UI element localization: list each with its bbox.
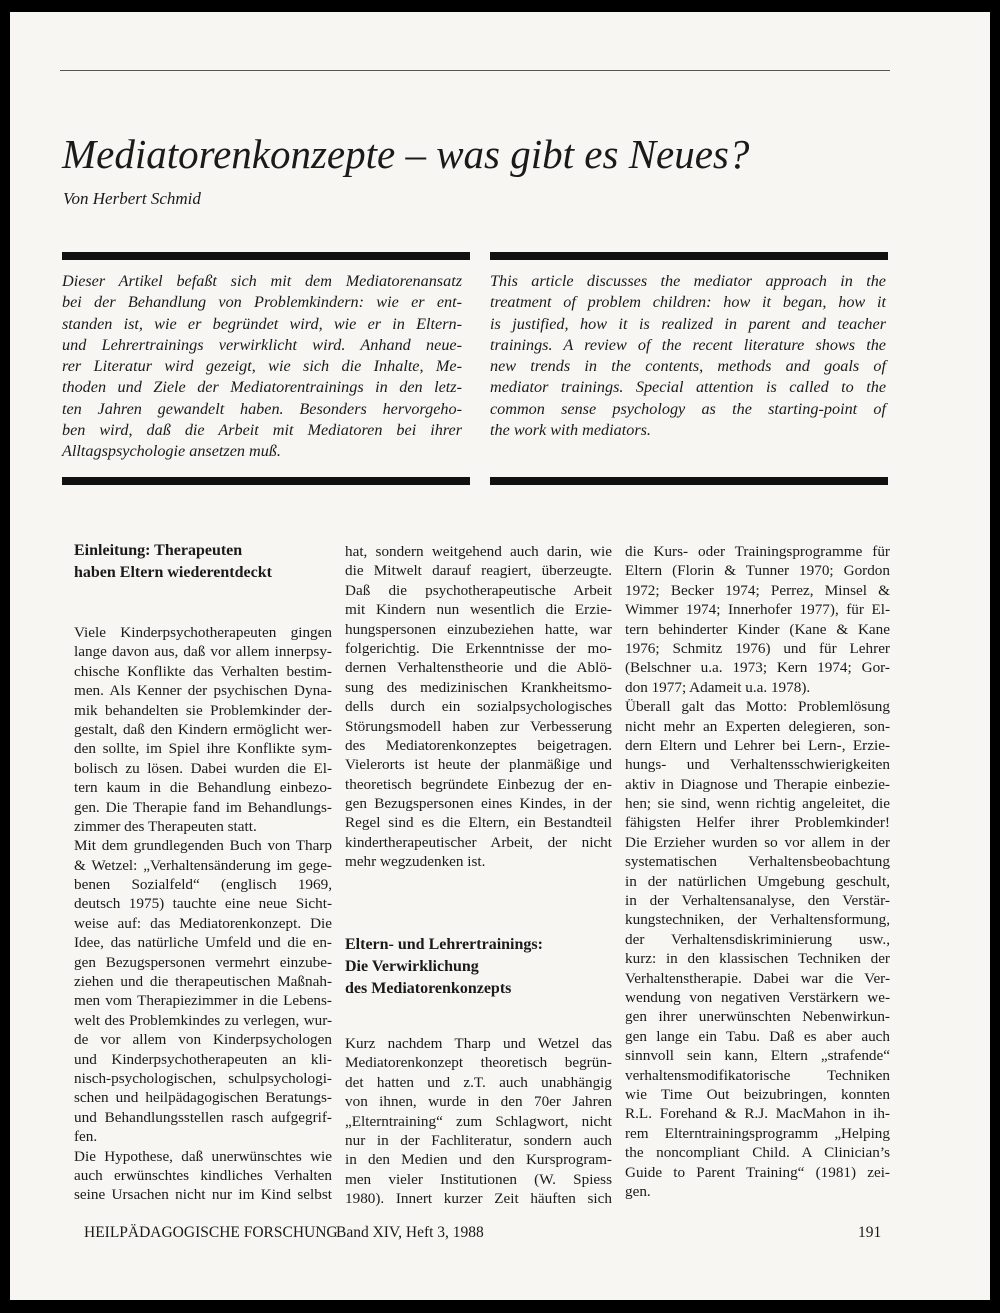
text-line: auch erwünschtes kindliches Verhalten	[74, 1166, 332, 1184]
text-line: common sense psychology as the starting-point of	[490, 399, 886, 418]
text-line: new trends in the contents, methods and goals of	[490, 357, 886, 376]
text-line: gen. Die Therapie fand im Behandlungs-	[74, 798, 332, 816]
text-line: men. Als Kenner der psychischen Dyna-	[74, 682, 332, 700]
text-line: dells durch ein sozialpsychologisches	[345, 698, 612, 716]
text-line: tern behinderter Kinder (Kane & Kane	[625, 620, 890, 638]
abstract-rule-bottom-right	[490, 477, 888, 485]
text-line: fähigsten Helfer ihrer Problemkinder!	[625, 814, 890, 832]
text-line: hungspersonen einzubeziehen hatte, war	[345, 620, 612, 638]
abstract-rule-bottom-left	[62, 477, 470, 485]
text-line: systematischen Verhaltensbeobachtung	[625, 853, 890, 871]
text-line: Mediatorenkonzept theoretisch begrün-	[345, 1054, 612, 1072]
text-line: hungs- und Verhaltensschwierigkeiten	[625, 756, 890, 774]
text-line: thoden und Ziele der Mediatorentrainings in den letz-	[62, 378, 462, 397]
text-line: nur in der Fachliteratur, sondern auch	[345, 1131, 612, 1149]
text-line: den sollte, im Spiel ihre Konflikte sym-	[74, 740, 332, 758]
section-heading-introduction	[74, 540, 332, 584]
text-line: 1976; Schmitz 1976) und für Lehrer	[625, 639, 890, 657]
text-line: die Kurs- oder Trainingsprogramme für	[625, 543, 890, 560]
text-line: seine Ursachen nicht nur im Kind selbst	[74, 1186, 332, 1204]
text-line: deutsch 1975) tauchte eine neue Sicht-	[74, 895, 332, 913]
section-heading-trainings	[345, 934, 612, 1000]
text-line: mediator trainings. Special attention is called to the	[490, 378, 886, 397]
text-line: chische Konflikte das Verhalten bestim-	[74, 662, 332, 680]
text-line: fen.	[74, 1128, 98, 1146]
text-line: This article discusses the mediator approach in the	[490, 272, 886, 290]
text-line: trainings. A review of the recent literature shows the	[490, 335, 886, 354]
paragraph	[625, 697, 890, 1201]
text-line: Störungsmodell haben zur Verbesserung	[345, 717, 612, 735]
text-line: men vieler Institutionen (W. Spiess	[345, 1170, 612, 1188]
text-line: ten Jahren gewandelt haben. Besonders hervorgeho-	[62, 399, 462, 418]
text-line: von ihnen, wurde in den 70er Jahren	[345, 1093, 612, 1111]
text-line: 1972; Becker 1974; Perrez, Minsel &	[625, 581, 890, 599]
text-line: tern kaum in die Behandlung einbezo-	[74, 779, 332, 797]
text-line: in der natürlichen Umgebung geschult,	[625, 872, 890, 890]
paragraph	[74, 1147, 332, 1205]
text-line: Die Verwirklichung	[345, 958, 479, 975]
text-line: dernen Verhaltenstheorie und die Ablö-	[345, 659, 612, 677]
text-line: die Mitwelt darauf reagiert, überzeugte.	[345, 562, 612, 580]
text-line: des Mediatorenkonzepts	[345, 980, 512, 997]
text-line: gen lange ein Tabu. Daß es aber auch	[625, 1027, 890, 1045]
text-line: ben wird, daß die Arbeit mit Mediatoren bei ihrer	[62, 421, 462, 440]
text-line: sung des medizinischen Krankheitsmo-	[345, 678, 612, 696]
text-line: rem Elterntrainingsprogramm „Helping	[625, 1124, 890, 1142]
text-line: Regel sind es die Eltern, ein Bestandteil	[345, 814, 612, 832]
text-line: Idee, das natürliche Umfeld und die en-	[74, 934, 332, 952]
footer-journal: HEILPÄDAGOGISCHE FORSCHUNG	[84, 1224, 338, 1241]
text-line: Einleitung: Therapeuten	[74, 542, 243, 559]
text-line: the work with mediators.	[490, 421, 651, 440]
footer-issue: Band XIV, Heft 3, 1988	[336, 1224, 484, 1241]
text-line: mehr wegzudenken ist.	[345, 853, 486, 871]
text-line: Die Hypothese, daß unerwünschtes wie	[74, 1147, 332, 1165]
text-line: 1980). Innert kurzer Zeit häuften sich	[345, 1190, 612, 1208]
abstract-english	[490, 271, 886, 441]
text-line: in der Verhaltensanalyse, den Verstär-	[625, 892, 890, 910]
abstract-german	[62, 271, 462, 463]
text-line: is justified, how it is realized in parent and teacher	[490, 314, 886, 333]
text-line: de vor allem von Kinderpsychologen	[74, 1031, 332, 1049]
column-2-body-bottom	[345, 1034, 612, 1209]
text-line: gestalt, daß den Kindern ermöglicht wer-	[74, 720, 332, 738]
paragraph	[74, 623, 332, 836]
text-line: „Elterntraining“ zum Schlagwort, nicht	[345, 1112, 612, 1130]
text-line: Überall galt das Motto: Problemlösung	[625, 698, 890, 716]
text-line: Kurz nachdem Tharp und Wetzel das	[345, 1035, 612, 1052]
text-line: Eltern (Florin & Tunner 1970; Gordon	[625, 562, 890, 580]
paragraph	[345, 542, 612, 872]
text-line: & Wetzel: „Verhaltensänderung im gege-	[74, 856, 332, 874]
footer-page-number: 191	[858, 1224, 882, 1241]
text-line: Wimmer 1974; Innerhofer 1977), für El-	[625, 601, 890, 619]
text-line: haben Eltern wiederentdeckt	[74, 564, 272, 581]
text-line: Eltern- und Lehrertrainings:	[345, 936, 543, 953]
text-line: bolisch zu lösen. Dabei wurden die El-	[74, 759, 332, 777]
text-line: der Verhaltensdiskriminierung usw.,	[625, 930, 890, 948]
text-line: ziehen und die therapeutischen Maßnah-	[74, 973, 332, 991]
text-line: wie Time Out beizubringen, konnten	[625, 1085, 890, 1103]
text-line: schen und heilpädagogischen Beratungs-	[74, 1089, 332, 1107]
text-line: Mit dem grundlegenden Buch von Tharp	[74, 837, 332, 855]
text-line: Alltagspsychologie ansetzen muß.	[62, 442, 281, 461]
text-line: weise auf: das Mediatorenkonzept. Die	[74, 914, 332, 932]
text-line: lange davon aus, daß vor allem innerpsy-	[74, 643, 332, 661]
text-line: mik behandelten sie Problemkinder der-	[74, 701, 332, 719]
text-line: Dieser Artikel befaßt sich mit dem Mediatorenansatz	[62, 272, 462, 290]
text-line: des Mediatorenkonzeptes beigetragen.	[345, 736, 612, 754]
text-line: treatment of problem children: how it began, how it	[490, 293, 886, 312]
text-line: theoretisch begründete Einbezug der en-	[345, 775, 612, 793]
text-line: the noncompliant Child. A Clinician’s	[625, 1144, 890, 1162]
text-line: (Belschner u.a. 1973; Kern 1974; Gor-	[625, 659, 890, 677]
text-line: Guide to Parent Training“ (1981) zei-	[625, 1163, 890, 1181]
text-line: kungstechniken, der Verhaltensformung,	[625, 911, 890, 929]
text-line: gen Bezugspersonen eines Kindes, in der	[345, 795, 612, 813]
text-line: kindertherapeutischer Arbeit, der nicht	[345, 833, 612, 851]
text-line: wendung von negativen Verstärkern we-	[625, 988, 890, 1006]
text-line: kurz: in den klassischen Techniken der	[625, 950, 890, 968]
text-line: und Behandlungsstellen rasch aufgegrif-	[74, 1108, 332, 1126]
text-line: hat, sondern weitgehend auch darin, wie	[345, 543, 612, 560]
paragraph	[345, 1034, 612, 1209]
text-line: und Lehrertrainings verwirklicht wird. Anhand neue-	[62, 335, 462, 354]
text-line: Verhaltenstherapie. Dabei war die Ver-	[625, 969, 890, 987]
column-3-body	[625, 542, 890, 1201]
text-line: verhaltensmodifikatorische Techniken	[625, 1066, 890, 1084]
column-1-body	[74, 623, 332, 1205]
text-line: gen.	[625, 1182, 651, 1200]
abstract-rule-top-right	[490, 252, 888, 260]
text-line: zimmer des Therapeuten statt.	[74, 817, 257, 835]
author-byline: Von Herbert Schmid	[63, 189, 201, 208]
column-2-body-top	[345, 542, 612, 872]
top-rule	[60, 70, 890, 71]
text-line: Vielerorts ist heute der planmäßige und	[345, 756, 612, 774]
text-line: gen ihrer unerwünschten Nebenwirkun-	[625, 1008, 890, 1026]
page	[10, 12, 990, 1300]
text-line: aktiv in Diagnose und Therapie einbezie-	[625, 775, 890, 793]
text-line: gen Bezugspersonen vermehrt einzube-	[74, 953, 332, 971]
text-line: rer Literatur wird gezeigt, wie sich die Inhalte, Me-	[62, 357, 462, 376]
text-line: in den Medien und den Kursprogram-	[345, 1151, 612, 1169]
text-line: welt des Problemkindes zu verlegen, wur-	[74, 1011, 332, 1029]
paragraph	[625, 542, 890, 697]
text-line: nicht mehr an Experten delegieren, son-	[625, 717, 890, 735]
text-line: benen Sozialfeld“ (englisch 1969,	[74, 876, 332, 894]
article-title: Mediatorenkonzepte – was gibt es Neues?	[62, 131, 750, 177]
text-line: nisch-psychologischen, schulpsychologi-	[74, 1069, 332, 1087]
text-line: bei der Behandlung von Problemkindern: wie er ent-	[62, 293, 462, 312]
text-line: und Kinderpsychotherapeuten an kli-	[74, 1050, 332, 1068]
text-line: standen ist, wie er begründet wird, wie er in Eltern-	[62, 314, 462, 333]
text-line: don 1977; Adameit u.a. 1978).	[625, 678, 811, 696]
text-line: mit Kindern nun wesentlich die Erzie-	[345, 601, 612, 619]
text-line: men vom Therapiezimmer in die Lebens-	[74, 992, 332, 1010]
text-line: Daß die psychotherapeutische Arbeit	[345, 581, 612, 599]
abstract-rule-top-left	[62, 252, 470, 260]
text-line: folgerichtig. Die Erkenntnisse der mo-	[345, 639, 612, 657]
paragraph	[74, 836, 332, 1146]
text-line: Die Erzieher wurden so vor allem in der	[625, 833, 890, 851]
text-line: R.L. Forehand & R.J. MacMahon in ih-	[625, 1105, 890, 1123]
text-line: dern Eltern und Lehrer bei Lern-, Erzie-	[625, 736, 890, 754]
text-line: sinnvoll sein kann, Eltern „strafende“	[625, 1047, 890, 1065]
text-line: det hatten und z.T. auch unabhängig	[345, 1073, 612, 1091]
text-line: Viele Kinderpsychotherapeuten gingen	[74, 624, 332, 641]
text-line: hen; sie sind, wenn richtig angeleitet, die	[625, 795, 890, 813]
